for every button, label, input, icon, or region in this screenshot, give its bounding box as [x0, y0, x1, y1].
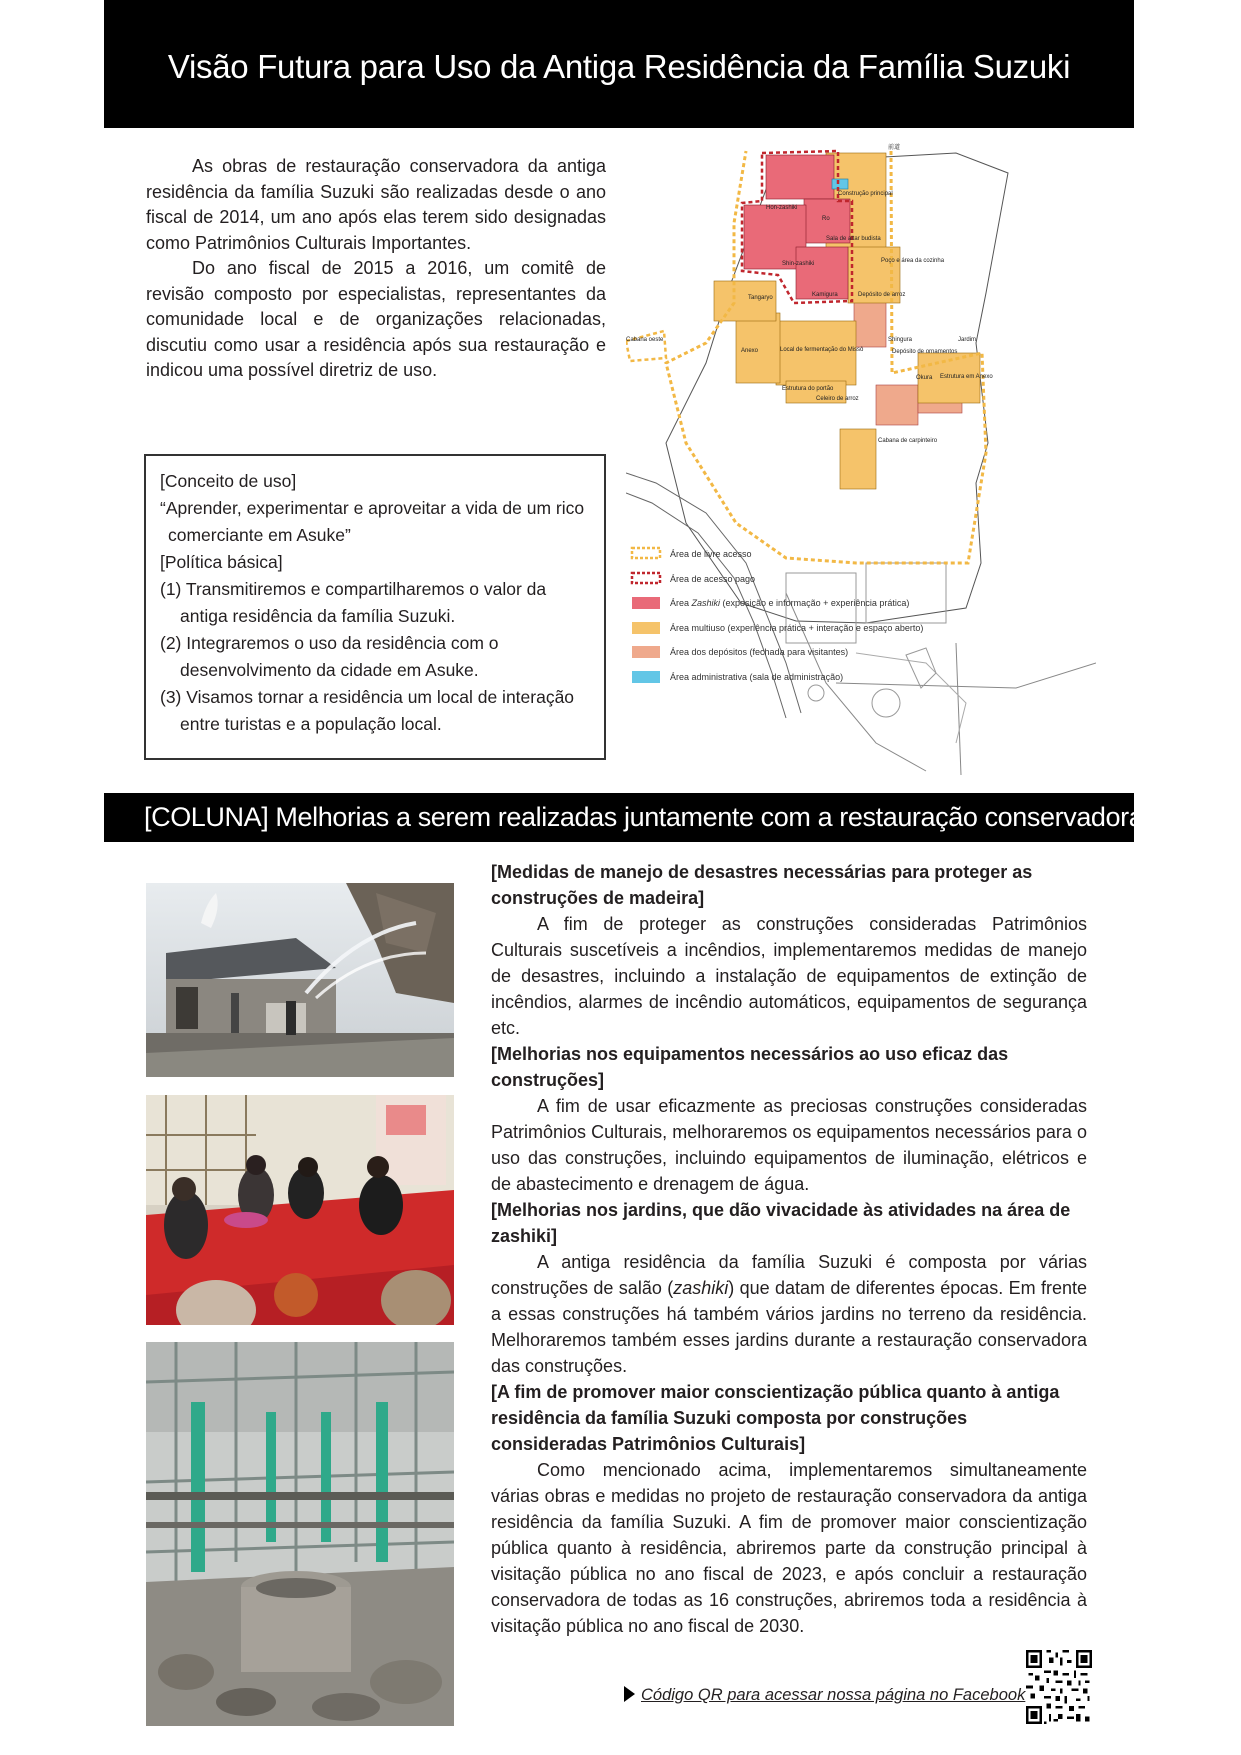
intro-paragraph-2: Do ano fiscal de 2015 a 2016, um comitê de revisão composto por especialistas, representantes da comunidade local e de organizações relacionadas, discutiu como usar a residência após sua restauração e indicou uma possível diretriz de uso.	[146, 258, 606, 380]
map-label-shin-zashiki: Shin-zashiki	[782, 261, 815, 267]
map-label-estrutura-anexo: Estrutura em Anexo	[940, 374, 993, 380]
path-line-2	[836, 663, 1096, 688]
intro-paragraph-1: As obras de restauração conservadora da antiga residência da família Suzuki são realizadas desde o ano fiscal de 2014, um ano após elas terem sido designadas como Patrimônios Culturais Importantes.	[146, 156, 606, 253]
photo-workshop	[146, 1095, 454, 1325]
title-banner	[104, 0, 1134, 128]
qr-label-text: Código QR para acessar nossa página no Facebook	[641, 1686, 1026, 1704]
concept-quote: “Aprender, experimentar e aproveitar a vida de um rico comerciante em Asuke”	[160, 498, 585, 545]
path-line-3	[956, 643, 961, 775]
legend-label-paid: Área de acesso pago	[670, 574, 756, 584]
map-label-cabana-carpinteiro: Cabana de carpinteiro	[878, 438, 938, 444]
concept-heading: [Conceito de uso]	[160, 471, 297, 491]
map-label-kamigura: Kamigura	[812, 292, 838, 298]
map-label-deposito-ornamentos: Depósito de ornamentos	[892, 349, 958, 355]
outbuilding-outline-2	[866, 563, 946, 623]
section-heading-disaster: [Medidas de manejo de desastres necessárias para proteger as construções de madeira]	[491, 862, 1033, 908]
storage-zone	[876, 385, 918, 425]
map-label-deposito-arroz: Depósito de arroz	[858, 292, 906, 298]
west-cabin-boundary	[626, 331, 666, 361]
map-label-celeiro-arroz: Celeiro de arroz	[816, 396, 859, 402]
legend-label-admin: Área administrativa (sala de administração)	[670, 672, 844, 682]
section-heading-gardens: [Melhorias nos jardins, que dão vivacidade às atividades na área de zashiki]	[491, 1200, 1071, 1246]
legend-swatch-storage	[632, 646, 660, 658]
legend-swatch-paid	[632, 573, 660, 583]
multiuse-zone-miso	[776, 321, 856, 385]
legend-label-zashiki: Área Zashiki (exposição e informação + experiência prática)	[670, 598, 910, 608]
legend-label-storage: Área dos depósitos (fechada para visitantes)	[670, 647, 849, 657]
map-label-estrutura-portao: Estrutura do portão	[782, 386, 834, 392]
legend-swatch-multiuse	[632, 622, 660, 634]
intro-text	[146, 154, 606, 384]
legend-label-multiuse: Área multiuso (experiência prática + interação e espaço aberto)	[670, 623, 924, 633]
map-label-okura: Okura	[916, 375, 933, 381]
section-heading-equipment: [Melhorias nos equipamentos necessários ao uso eficaz das construções]	[491, 1044, 1009, 1090]
facebook-qr-link[interactable]	[624, 1686, 1025, 1705]
page-title: Visão Futura para Uso da Antiga Residência da Família Suzuki	[167, 48, 1071, 85]
map-label-sala-altar: Sala de altar budista	[826, 236, 881, 242]
well-outline-2	[808, 685, 824, 701]
section-heading-awareness: [A fim de promover maior conscientização pública quanto à antiga residência da família Suzuki composta por construções consideradas Patrimônios Culturais]	[491, 1382, 1060, 1454]
legend-label-free: Área de livre acesso	[670, 549, 752, 559]
map-label-tangaryo: Tangaryo	[748, 295, 773, 301]
map-label-cabana-oeste: Cabana oeste	[626, 337, 664, 343]
section-body-awareness: Como mencionado acima, implementaremos simultaneamente várias obras e medidas no projeto de restauração conservadora da antiga residência da família Suzuki. A fim de promover maior conscientização pública quanto à residência, abriremos parte da construção principal à visitação pública no ano fiscal de 2023, e após concluir a restauração conservadora de todas as 16 construções, abriremos toda a residência à visitação pública no ano fiscal de 2030.	[491, 1460, 1087, 1636]
column-section-awareness	[491, 1379, 1087, 1639]
section-body-gardens: A antiga residência da família Suzuki é composta por várias construções de salão (zashiki) que datam de diferentes épocas. Em frente a essas construções há também vários jardins no terreno da residência. Melhoraremos também esses jardins durante a restauração conservadora das construções.	[491, 1252, 1087, 1376]
map-label-local-fermentacao: Local de fermentação do Missô	[780, 347, 864, 353]
map-label-construcao-principal: Construção principal	[838, 191, 893, 197]
policy-item-3: (3) Visamos tornar a residência um local de interação entre turistas e a população local.	[160, 687, 575, 734]
site-plan-map	[626, 143, 1096, 775]
column-section-gardens	[491, 1197, 1087, 1379]
column-title: [COLUNA] Melhorias a serem realizadas juntamente com a restauração conservadora	[144, 802, 1144, 832]
map-label-jardim: Jardim	[958, 337, 977, 343]
column-section-disaster	[491, 859, 1087, 1041]
multiuse-zone-carpenter	[840, 429, 876, 489]
play-arrow-icon	[624, 1686, 635, 1702]
legend-swatch-free	[632, 548, 660, 558]
map-label-anexo: Anexo	[741, 348, 759, 354]
map-label-road: 前道	[888, 145, 901, 151]
map-label-shingura: Shingura	[888, 337, 913, 343]
map-label-hon-zashiki: Hon-zashiki	[766, 205, 798, 211]
column-banner	[104, 793, 1144, 842]
section-body-equipment: A fim de usar eficazmente as preciosas construções consideradas Patrimônios Culturais, melhoraremos os equipamentos necessários para o uso das construções, incluindo equipamentos de iluminação, elétricos e de abastecimento e drenagem de água.	[491, 1096, 1087, 1194]
zashiki-zone-hon	[766, 155, 834, 199]
legend-swatch-zashiki	[632, 597, 660, 609]
policy-item-2: (2) Integraremos o uso da residência com o desenvolvimento da cidade em Asuke.	[160, 633, 499, 680]
storage-zone-3	[854, 301, 886, 347]
map-label-ro: Ro	[822, 216, 830, 222]
policy-heading: [Política básica]	[160, 552, 283, 572]
multiuse-zone-tangaryo	[714, 281, 776, 321]
photo-fire-drill	[146, 883, 454, 1077]
qr-code[interactable]	[1026, 1650, 1092, 1724]
well-outline	[872, 689, 900, 717]
photo-restoration-site	[146, 1342, 454, 1726]
map-label-poco: Poço e área da cozinha	[881, 258, 945, 264]
admin-zone	[832, 179, 848, 189]
concept-box	[144, 454, 606, 760]
section-body-disaster: A fim de proteger as construções consideradas Patrimônios Culturais suscetíveis a incêndios, implementaremos medidas de manejo de desastres, incluindo a instalação de equipamentos de extinção de incêndios, alarmes de incêndio automáticos, equipamentos de segurança etc.	[491, 914, 1087, 1038]
policy-item-1: (1) Transmitiremos e compartilharemos o valor da antiga residência da família Suzuki.	[160, 579, 547, 626]
column-text	[491, 859, 1087, 1639]
column-section-equipment	[491, 1041, 1087, 1197]
legend-swatch-admin	[632, 671, 660, 683]
